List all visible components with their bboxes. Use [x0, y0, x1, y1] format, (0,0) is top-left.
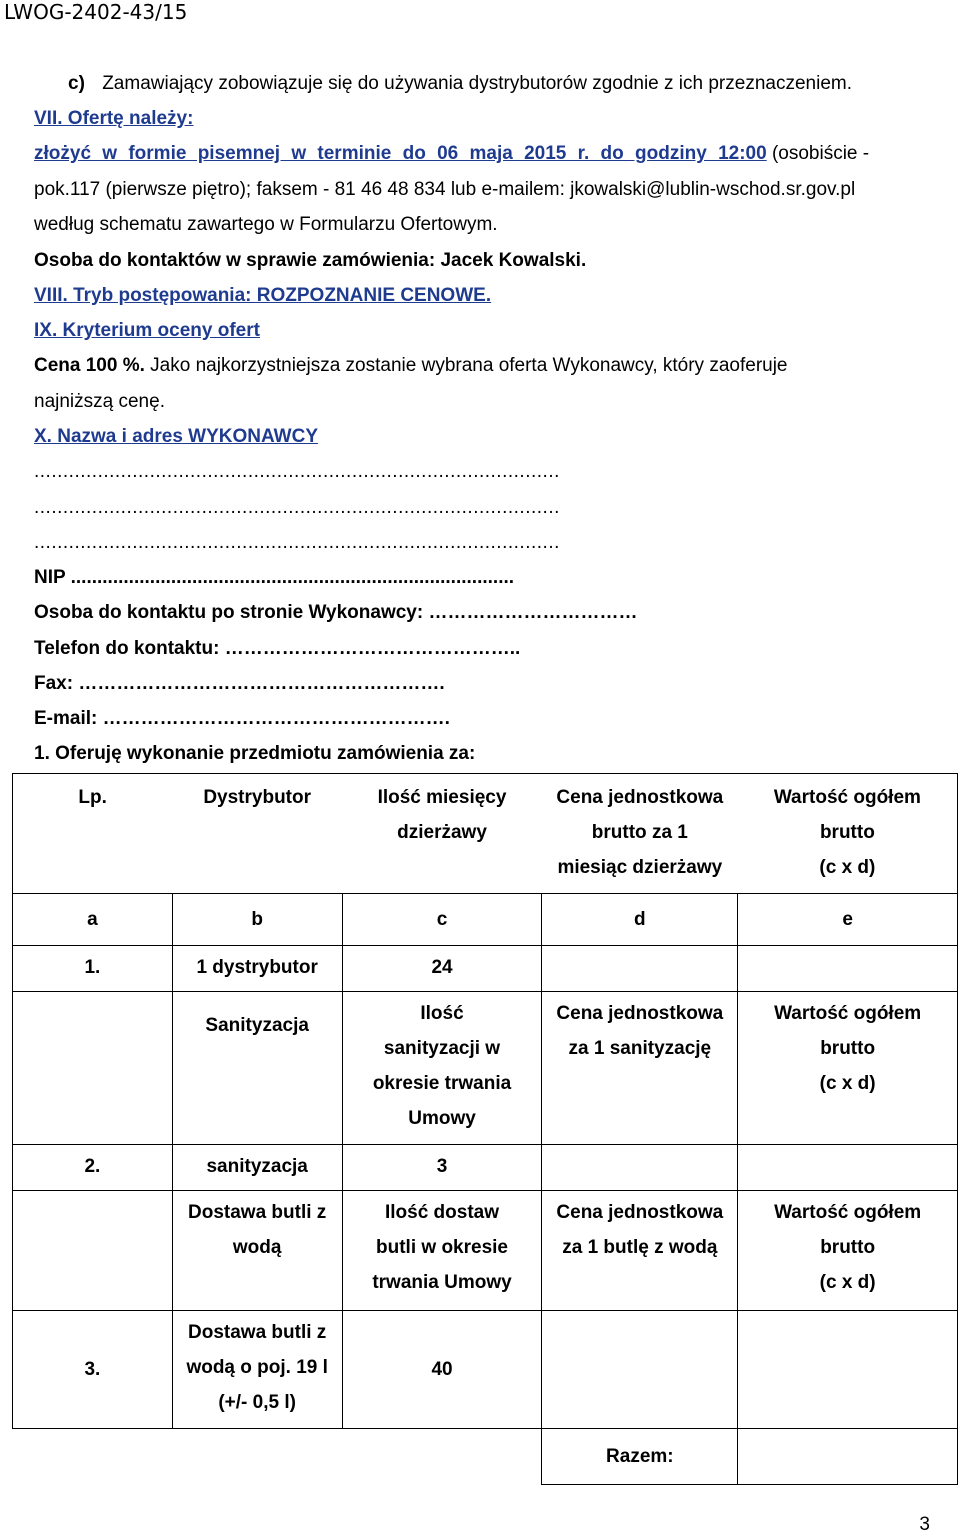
- item-c: [68, 72, 852, 96]
- section-viii: VIII. Tryb postępowania: ROZPOZNANIE CENOWE.: [34, 285, 492, 306]
- san-price-1: Cena jednostkowa: [556, 1003, 724, 1024]
- row3-qty: 40: [342, 1311, 542, 1429]
- address-line-3: ...........................................................................................: [34, 532, 560, 553]
- del-total-3: (c x d): [819, 1272, 876, 1293]
- row3-lp: 3.: [13, 1311, 173, 1429]
- row1-desc: 1 dystrybutor: [172, 946, 342, 992]
- document-id: LWOG-2402-43/15: [4, 0, 188, 24]
- table-row: [13, 1145, 958, 1191]
- row2-lp: 2.: [13, 1145, 173, 1191]
- del-qty-1: Ilość dostaw: [384, 1202, 500, 1223]
- row2-qty: 3: [342, 1145, 542, 1191]
- letter-b: b: [172, 894, 342, 946]
- section-ix: IX. Kryterium oceny ofert: [34, 320, 260, 341]
- row1-price[interactable]: [542, 946, 738, 992]
- criteria-text: Jako najkorzystniejsza zostanie wybrana oferta Wykonawcy, który zaoferuje: [144, 355, 788, 376]
- row3-desc-3: (+/- 0,5 l): [218, 1392, 296, 1413]
- row1-lp: 1.: [13, 946, 173, 992]
- row2-total[interactable]: [738, 1145, 958, 1191]
- san-title: Sanityzacja: [205, 1015, 309, 1036]
- letter-d: d: [542, 894, 738, 946]
- del-title-2: wodą: [232, 1237, 282, 1258]
- email-field: E-mail: ……………………………………………….: [34, 708, 450, 729]
- total-row: [13, 1429, 958, 1485]
- total-value[interactable]: [738, 1429, 958, 1485]
- del-qty-2: butli w okresie: [376, 1237, 508, 1258]
- submit-line-3: według schematu zawartego w Formularzu Ofertowym.: [34, 214, 498, 235]
- header-lp: Lp.: [78, 787, 107, 808]
- del-total-1: Wartość ogółem: [774, 1202, 922, 1223]
- nip-field: NIP ....................................................................................: [34, 567, 515, 588]
- header-unit-price-3: miesiąc dzierżawy: [557, 857, 723, 878]
- table-header-row: [13, 774, 958, 894]
- section-x: X. Nazwa i adres WYKONAWCY: [34, 426, 319, 447]
- row3-price[interactable]: [542, 1311, 738, 1429]
- del-qty-3: trwania Umowy: [372, 1272, 512, 1293]
- san-qty-1: Ilość: [420, 1003, 464, 1024]
- row3-desc-1: Dostawa butli z: [188, 1322, 327, 1343]
- address-line-1: ...........................................................................................: [34, 461, 560, 482]
- sanitization-header-row: [13, 992, 958, 1145]
- page-number: 3: [919, 1514, 930, 1535]
- san-qty-4: Umowy: [408, 1108, 476, 1129]
- header-unit-price: Cena jednostkowa: [556, 787, 724, 808]
- header-months: Ilość miesięcy: [377, 787, 507, 808]
- address-line-2: ...........................................................................................: [34, 497, 560, 518]
- row3-total[interactable]: [738, 1311, 958, 1429]
- criteria-price: Cena 100 %.: [34, 355, 145, 376]
- del-title-1: Dostawa butli z: [188, 1202, 327, 1223]
- row2-desc: sanityzacja: [172, 1145, 342, 1191]
- table-row: [13, 946, 958, 992]
- section-vii-heading: VII. Ofertę należy:: [34, 108, 194, 129]
- san-price-2: za 1 sanityzację: [568, 1038, 712, 1059]
- contractor-contact-field: Osoba do kontaktu po stronie Wykonawcy: ……………………………: [34, 602, 638, 623]
- submit-deadline: złożyć w formie pisemnej w terminie do 06 maja 2015 r. do godziny 12:00: [34, 143, 767, 164]
- del-total-2: brutto: [820, 1237, 876, 1258]
- letter-a: a: [13, 894, 173, 946]
- offer-heading: 1. Oferuję wykonanie przedmiotu zamówienia za:: [34, 743, 476, 764]
- header-months-2: dzierżawy: [397, 822, 487, 843]
- submit-line1-tail: (osobiście -: [766, 143, 870, 164]
- header-total-3: (c x d): [819, 857, 876, 878]
- table-row: [13, 1311, 958, 1429]
- header-unit-price-2: brutto za 1: [591, 822, 688, 843]
- contact-person: Osoba do kontaktów w sprawie zamówienia: Jacek Kowalski.: [34, 250, 587, 271]
- offer-table: [12, 773, 958, 1485]
- row3-desc-2: wodą o poj. 19 l: [186, 1357, 328, 1378]
- row1-total[interactable]: [738, 946, 958, 992]
- san-total-1: Wartość ogółem: [774, 1003, 922, 1024]
- del-price-1: Cena jednostkowa: [556, 1202, 724, 1223]
- letter-c: c: [342, 894, 542, 946]
- criteria-line-2: najniższą cenę.: [34, 391, 165, 412]
- header-total-2: brutto: [819, 822, 875, 843]
- total-label: Razem:: [542, 1429, 738, 1485]
- row1-qty: 24: [342, 946, 542, 992]
- criteria-line: [34, 354, 788, 378]
- submit-line-1: [34, 142, 934, 166]
- submit-line-2: pok.117 (pierwsze piętro); faksem - 81 46 48 834 lub e-mailem: jkowalski@lublin-wschod.sr.gov.pl: [34, 179, 856, 200]
- header-total: Wartość ogółem: [773, 787, 921, 808]
- item-c-text: Zamawiający zobowiązuje się do używania dystrybutorów zgodnie z ich przeznaczeniem.: [102, 73, 852, 94]
- san-qty-3: okresie trwania: [372, 1073, 512, 1094]
- row2-price[interactable]: [542, 1145, 738, 1191]
- item-c-label: c): [68, 73, 85, 94]
- phone-field: Telefon do kontaktu: ………………………………………..: [34, 638, 521, 659]
- letter-e: e: [738, 894, 958, 946]
- san-qty-2: sanityzacji w: [383, 1038, 501, 1059]
- fax-field: Fax: ………………………………………………….: [34, 673, 445, 694]
- san-total-2: brutto: [820, 1038, 876, 1059]
- header-distributor: Dystrybutor: [203, 787, 312, 808]
- san-total-3: (c x d): [819, 1073, 876, 1094]
- del-price-2: za 1 butlę z wodą: [562, 1237, 718, 1258]
- delivery-header-row: [13, 1191, 958, 1311]
- letters-row: [13, 894, 958, 946]
